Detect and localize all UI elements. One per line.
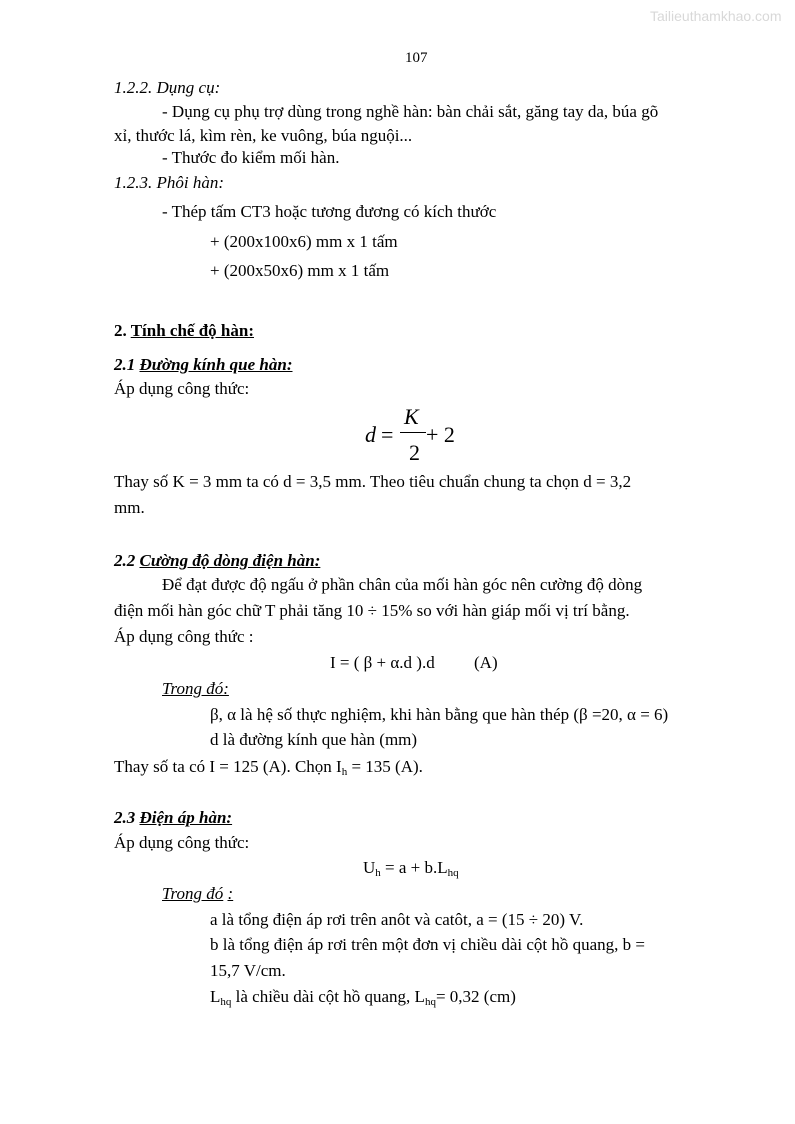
diameter-result-2: mm.	[114, 498, 145, 517]
current-result	[114, 757, 423, 778]
current-result-a: Thay số ta có I = 125 (A). Chọn I	[114, 757, 342, 776]
voltage-def-1: a là tổng điện áp rơi trên anôt và catôt, a = (15 ÷ 20) V.	[210, 910, 584, 929]
current-result-b: = 135 (A).	[347, 757, 423, 776]
section-heading-1-2-3: 1.2.3. Phôi hàn:	[114, 173, 225, 192]
section-heading-2-1	[114, 356, 293, 373]
voltage-formula	[363, 858, 459, 879]
voltage-def-3-L: L	[210, 987, 221, 1006]
section-2-3-number: 2.3	[114, 808, 136, 827]
voltage-def-2a: b là tổng điện áp rơi trên một đơn vị chiều dài cột hồ quang, b =	[210, 935, 646, 954]
where-label-2-3-text: Trong đó	[162, 884, 224, 903]
section-heading-2-3	[114, 809, 232, 826]
current-result-sub: h	[341, 766, 348, 778]
section-2-2-number: 2.2	[114, 551, 136, 570]
workpiece-item-1: + (200x100x6) mm x 1 tấm	[210, 232, 398, 251]
formula-denominator: 2	[409, 440, 420, 465]
current-def-1: β, α là hệ số thực nghiệm, khi hàn bằng que hàn thép (β =20, α = 6)	[210, 705, 669, 724]
apply-formula-2-3: Áp dụng công thức:	[114, 833, 250, 852]
section-2-number: 2.	[114, 321, 127, 340]
fraction-bar	[400, 432, 426, 433]
voltage-def-3-sub: hq	[220, 996, 232, 1008]
voltage-def-3-mid: là chiều dài cột hồ quang, L	[231, 987, 425, 1006]
current-formula: I = ( β + α.d ).d	[330, 653, 435, 672]
section-2-1-number: 2.1	[114, 355, 136, 374]
voltage-formula-u: U	[363, 858, 376, 877]
formula-rest: + 2	[426, 422, 455, 447]
diameter-result-1: Thay số K = 3 mm ta có d = 3,5 mm. Theo tiêu chuẩn chung ta chọn d = 3,2	[114, 472, 632, 491]
current-para-1: Để đạt được độ ngấu ở phần chân của mối hàn góc nên cường độ dòng	[162, 575, 643, 594]
section-heading-2	[114, 322, 254, 339]
voltage-formula-sub-hq: hq	[447, 867, 459, 879]
apply-formula-2-1: Áp dụng công thức:	[114, 379, 250, 398]
section-heading-2-2	[114, 552, 320, 569]
tools-line-1: - Dụng cụ phụ trợ dùng trong nghề hàn: bàn chải sắt, găng tay da, búa gõ	[162, 102, 659, 121]
where-label-2-3-colon: :	[227, 884, 234, 903]
formula-equals: =	[381, 422, 394, 447]
voltage-def-3-sub2: hq	[424, 996, 436, 1008]
tools-line-3: - Thước đo kiểm mối hàn.	[162, 148, 340, 167]
voltage-def-3	[210, 987, 516, 1008]
apply-formula-2-2: Áp dụng công thức :	[114, 627, 254, 646]
section-2-1-title: Đường kính que hàn:	[139, 355, 293, 374]
where-label-2-2: Trong đó:	[162, 679, 229, 698]
section-heading-1-2-2: 1.2.2. Dụng cụ:	[114, 78, 221, 97]
page-number: 107	[405, 50, 428, 66]
workpiece-line-1: - Thép tấm CT3 hoặc tương đương có kích thước	[162, 202, 497, 221]
voltage-formula-mid: = a + b.L	[380, 858, 448, 877]
formula-lhs: d	[365, 422, 376, 447]
section-2-2-title: Cường độ dòng điện hàn:	[139, 551, 321, 570]
watermark: Tailieuthamkhao.com	[650, 8, 782, 24]
where-label-2-3	[162, 885, 233, 902]
current-formula-unit: (A)	[474, 653, 498, 672]
current-para-2: điện mối hàn góc chữ T phải tăng 10 ÷ 15% so với hàn giáp mối vị trí bằng.	[114, 601, 630, 620]
section-2-3-title: Điện áp hàn:	[139, 808, 233, 827]
formula-numerator: K	[404, 404, 419, 429]
voltage-def-3-end: = 0,32 (cm)	[435, 987, 516, 1006]
tools-line-2: xỉ, thước lá, kìm rèn, ke vuông, búa nguội...	[114, 126, 413, 145]
current-def-2: d là đường kính que hàn (mm)	[210, 730, 418, 749]
section-2-title: Tính chế độ hàn:	[130, 321, 254, 340]
voltage-def-2b: 15,7 V/cm.	[210, 961, 286, 980]
workpiece-item-2: + (200x50x6) mm x 1 tấm	[210, 261, 390, 280]
voltage-formula-sub-h: h	[375, 867, 381, 879]
